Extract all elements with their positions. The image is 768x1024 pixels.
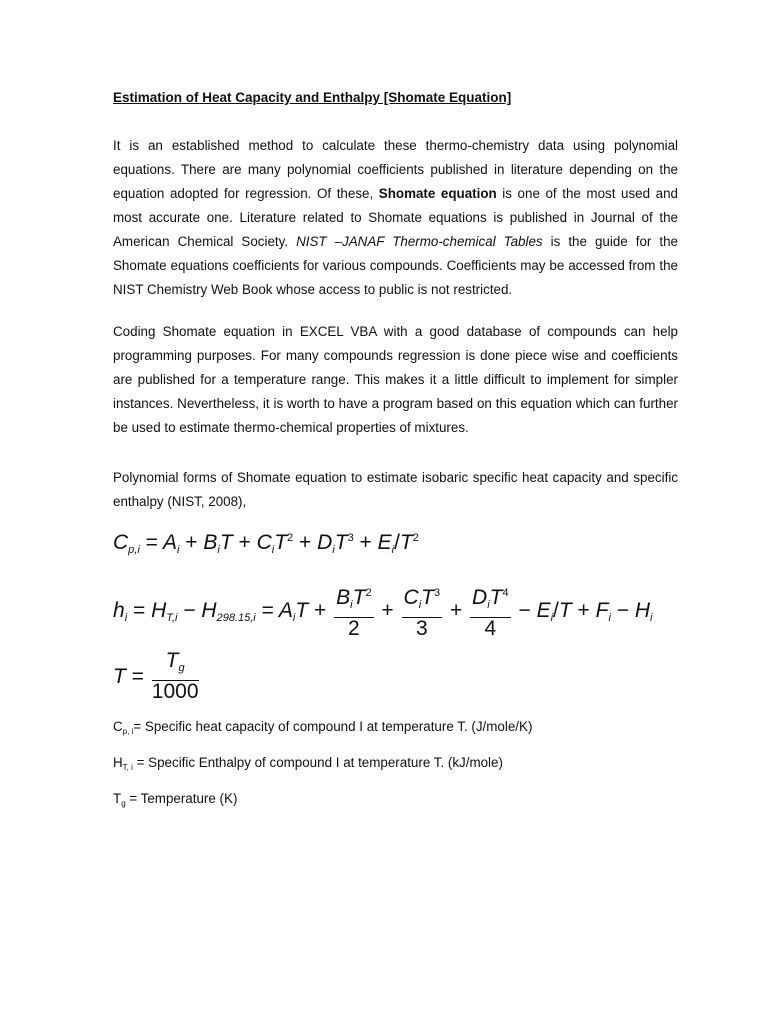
intro-text-1: It is an established method to calculate these thermo-chemistry data using polynomial equations. There are many polynomial coefficients published in literature depending on the equation adopted for regression. Of these, <box>113 138 678 201</box>
enthalpy-definition: $H_{T, i}$ = Specific Enthalpy of compound I at temperature T. (kJ/mole) <box>113 755 503 772</box>
temperature-definition: $T_g$ = Temperature (K) <box>113 791 238 808</box>
polynomial-paragraph: Polynomial forms of Shomate equation to estimate isobaric specific heat capacity and specific enthalpy (NIST, 2008), <box>113 470 678 509</box>
intro-text-3: is the guide for the Shomate equations coefficients for various compounds. Coefficients may be accessed from the NIST Chemistry Web Book whose access to public is not restricted. <box>113 234 678 297</box>
intro-paragraph <box>113 134 678 302</box>
heat-capacity-equation: $C_{p,i} = A_i + B_iT + C_iT^2 + D_iT^3 + E_i/T^2$ <box>113 531 419 556</box>
vba-paragraph: Coding Shomate equation in EXCEL VBA with a good database of compounds can help programming purposes. For many compounds regression is done piece wise and coefficients are published for a temperature range. This makes it a little difficult to implement for simpler instances. Nevertheless, it is worth to have a program based on this equation which can further be used to estimate thermo-chemical properties of mixtures. <box>113 324 678 435</box>
intro-text-2: is one of the most used and most accurate one. Literature related to Shomate equations is published in Journal of the American Chemical Society. <box>113 186 678 249</box>
document-title: Estimation of Heat Capacity and Enthalpy [Shomate Equation] <box>113 90 512 105</box>
enthalpy-equation: $h_i = H_{T,i} - H_{298.15,i} = A_iT$ + $\frac{B_iT^2}{2}$ + $\frac{C_iT^3}{3}$ + $\frac{D_iT^4}{4}$ − $E_i/T + F_i - H_i$ <box>113 582 653 632</box>
nist-janaf-italic: NIST –JANAF Thermo-chemical Tables <box>296 234 543 249</box>
temperature-equation: T = $\frac{T_g}{1000}$ <box>113 649 199 703</box>
cp-definition: $C_{p, i}=$ Specific heat capacity of compound I at temperature T. (J/mole/K) <box>113 719 533 736</box>
shomate-equation-bold: Shomate equation <box>378 186 497 201</box>
